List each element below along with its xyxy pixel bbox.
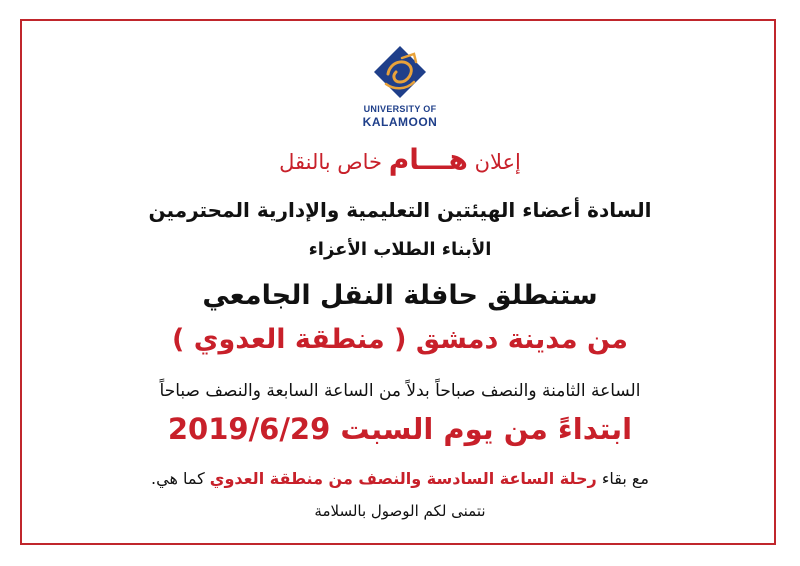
logo-name: KALAMOON [362, 115, 438, 129]
heading-emphasis: هـــام [388, 143, 468, 176]
note-suffix: كما هي. [151, 469, 205, 488]
salutation-staff: السادة أعضاء الهيئتين التعليمية والإدارية المحترمين [148, 198, 652, 222]
logo-university-of: UNIVERSITY OF [363, 104, 437, 114]
salutation-students: الأبناء الطلاب الأعزاء [308, 239, 492, 260]
logo-emblem-icon [356, 44, 444, 104]
bus-departure: ستنطلق حافلة النقل الجامعي [202, 280, 598, 311]
heading-part1: إعلان [474, 150, 521, 174]
university-logo [356, 44, 444, 134]
from-city: من مدينة دمشق ( منطقة العدوي ) [172, 324, 628, 355]
note-emphasis: رحلة الساعة السادسة والنصف من منطقة العدوي [209, 469, 597, 488]
announcement-heading [40, 145, 760, 176]
trip-note [40, 470, 760, 488]
heading-part2: خاص بالنقل [279, 150, 383, 174]
closing-wish: نتمنى لكم الوصول بالسلامة [314, 502, 486, 520]
note-prefix: مع بقاء [601, 469, 649, 488]
time-change: الساعة الثامنة والنصف صباحاً بدلاً من الساعة السابعة والنصف صباحاً [159, 381, 641, 401]
start-date: ابتداءً من يوم السبت 2019/6/29 [167, 412, 633, 446]
